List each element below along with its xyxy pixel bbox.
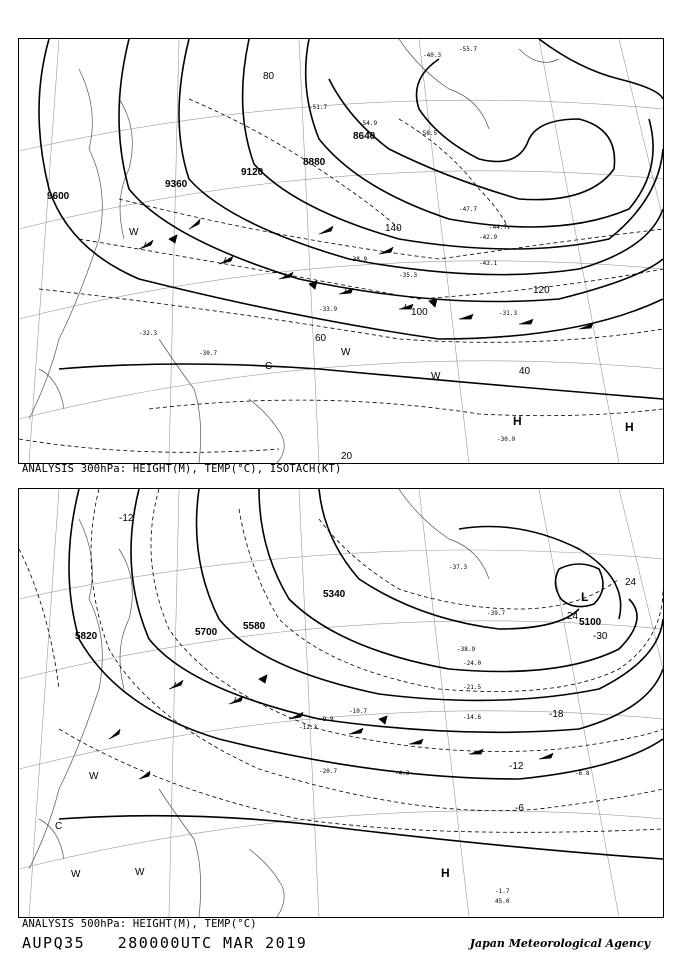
height-label: 5100	[579, 617, 602, 628]
isotach-label: 120	[533, 285, 550, 296]
temp-obs: -43.1	[479, 260, 498, 267]
isotherm-label: -18	[549, 709, 564, 720]
map-500hpa	[18, 488, 664, 918]
valid-time: 280000UTC MAR 2019	[117, 934, 308, 952]
isotherms	[19, 489, 663, 832]
agency-credit: Japan Meteorological Agency	[469, 937, 650, 950]
temp-obs: -54.9	[359, 120, 378, 127]
temp-obs: -40.3	[423, 52, 442, 59]
temp-obs: -10.7	[349, 708, 368, 715]
isotherm-label: -12	[509, 761, 524, 772]
temp-obs: -55.7	[459, 46, 478, 53]
temp-obs: 45.0	[495, 898, 510, 905]
temp-obs: -12.3	[299, 724, 318, 731]
temp-obs: -33.9	[319, 306, 338, 313]
temp-obs: -35.3	[399, 272, 418, 279]
height-label: 5700	[195, 627, 218, 638]
temp-obs: -14.6	[463, 714, 482, 721]
height-label: 8880	[303, 157, 326, 168]
temp-obs: -20.7	[319, 768, 338, 775]
temp-obs: -4.3	[395, 770, 410, 777]
warm-marker: W	[89, 771, 99, 782]
warm-marker: W	[129, 227, 139, 238]
height-label: 9360	[165, 179, 188, 190]
temp-obs: -39.7	[487, 610, 506, 617]
coastlines	[29, 39, 559, 463]
high-pressure-marker: H	[441, 866, 450, 880]
temp-obs: -47.7	[459, 206, 478, 213]
temp-obs: -31.3	[499, 310, 518, 317]
temp-obs: -6.8	[575, 770, 590, 777]
low-pressure-marker: L	[581, 590, 589, 604]
high-pressure-marker: H	[625, 420, 634, 434]
temp-obs: -37.3	[449, 564, 468, 571]
warm-marker: W	[135, 867, 145, 878]
isotherm-label: 24	[567, 611, 579, 622]
temp-obs: -42.9	[479, 234, 498, 241]
wind-barbs	[109, 675, 553, 779]
height-label: 9120	[241, 167, 264, 178]
isotherm-label: -12	[119, 513, 134, 524]
temp-obs: -30.7	[199, 350, 218, 357]
isotach-lines	[19, 99, 663, 452]
chart-id: AUPQ35	[22, 934, 86, 952]
system-letters	[55, 590, 588, 880]
warm-marker: W	[71, 869, 81, 880]
isotach-label: 20	[341, 451, 353, 462]
height-label: 5340	[323, 589, 346, 600]
warm-marker: W	[431, 371, 441, 382]
height-contours	[59, 489, 663, 859]
map-500hpa-canvas	[19, 489, 663, 917]
height-label: 5820	[75, 631, 98, 642]
isotach-label: 100	[411, 307, 428, 318]
cold-marker: C	[265, 361, 273, 372]
temp-obs: -21.5	[463, 684, 482, 691]
isotherm-label: -6	[515, 803, 524, 814]
height-label: 9600	[47, 191, 70, 202]
isotach-label: 40	[519, 366, 531, 377]
temp-obs: -32.3	[139, 330, 158, 337]
isotherm-label: -30	[593, 631, 608, 642]
height-label: 5580	[243, 621, 266, 632]
cold-marker: C	[55, 821, 63, 832]
height-contours	[39, 39, 663, 399]
temp-obs: -38.9	[349, 256, 368, 263]
isotach-label: 140	[385, 223, 402, 234]
isotach-labels	[263, 71, 550, 462]
temp-obs: -51.7	[309, 104, 328, 111]
warm-marker: W	[341, 347, 351, 358]
temp-obs: -30.9	[497, 436, 516, 443]
map-300hpa	[18, 38, 664, 464]
high-pressure-marker: H	[513, 414, 522, 428]
temp-obs: -1.7	[495, 888, 510, 895]
temp-obs: -44.7	[489, 224, 508, 231]
isotherm-label: 24	[625, 577, 637, 588]
caption-500hpa: ANALYSIS 500hPa: HEIGHT(M), TEMP(°C)	[22, 918, 257, 930]
height-label: 8640	[353, 131, 376, 142]
graticule	[19, 39, 663, 463]
caption-300hpa: ANALYSIS 300hPa: HEIGHT(M), TEMP(°C), ISOTACH(KT)	[22, 463, 342, 475]
chart-header	[22, 934, 329, 952]
temp-obs: -9.9	[319, 716, 334, 723]
isotach-label: 60	[315, 333, 327, 344]
isotach-label: 80	[263, 71, 275, 82]
map-300hpa-canvas	[19, 39, 663, 463]
temp-obs: -58.5	[419, 130, 438, 137]
temp-obs: -38.9	[457, 646, 476, 653]
temp-obs: -24.0	[463, 660, 482, 667]
